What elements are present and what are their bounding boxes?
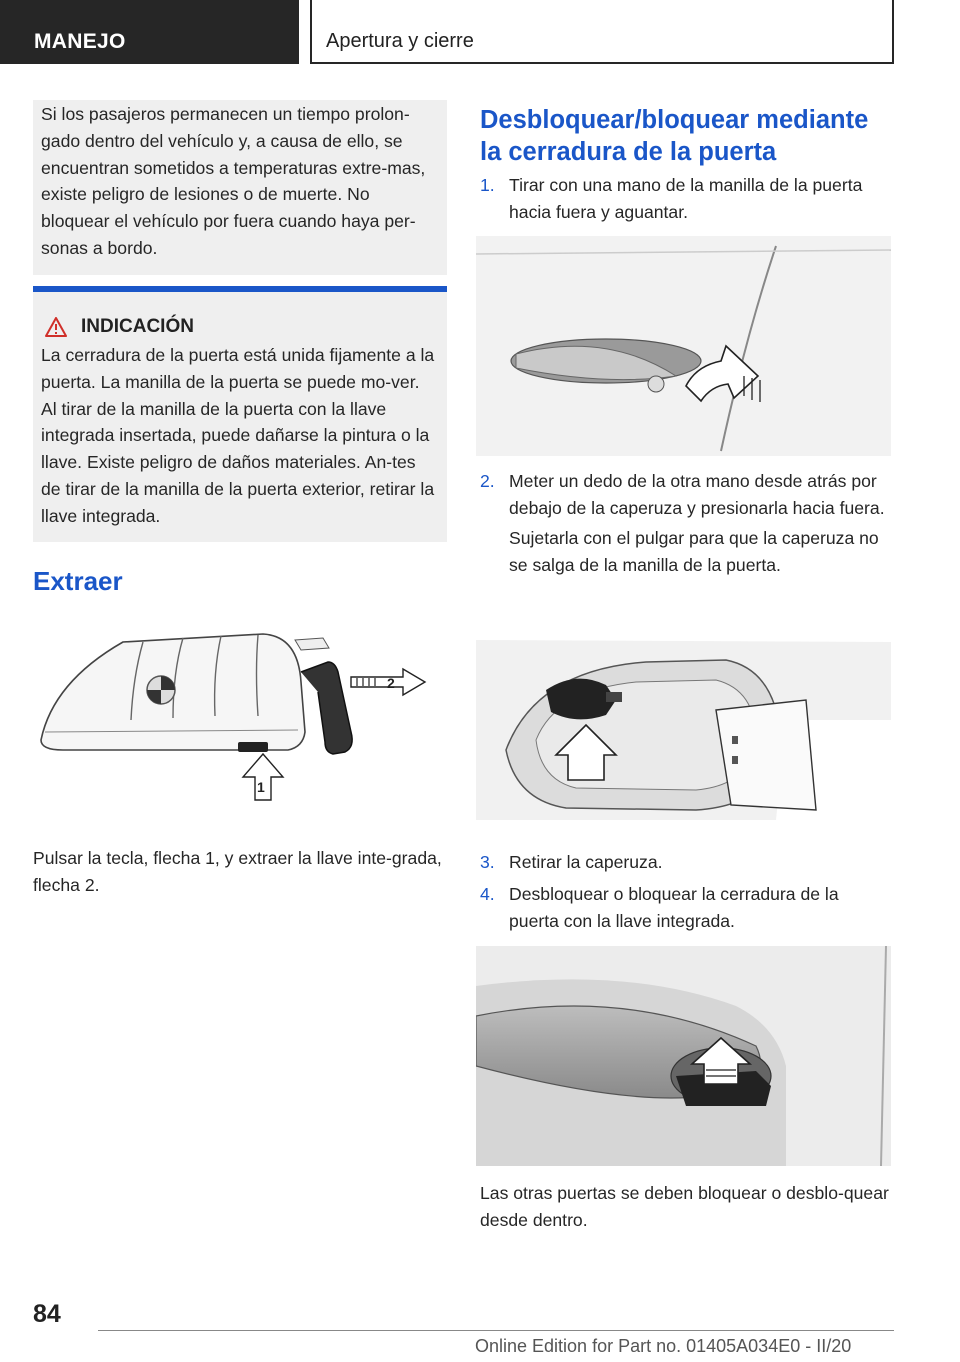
edition-note: Online Edition for Part no. 01405A034E0 - II/20 <box>475 1336 852 1356</box>
warning-text: Si los pasajeros permanecen un tiempo prolon-gado dentro del vehículo y, a causa de ello, se encuentran sometidos a temperaturas extre-mas, existe peligro de lesiones o de muerte. No bloquear el vehículo por fuera cuando haya per-sonas a bordo. <box>41 104 426 258</box>
step-text: Meter un dedo de la otra mano desde atrás por debajo de la caperuza y presionarla hacia fuera. <box>509 471 885 518</box>
key-illustration <box>33 622 447 812</box>
extraer-caption: Pulsar la tecla, flecha 1, y extraer la llave inte-grada, flecha 2. <box>33 848 442 895</box>
step-2 <box>480 468 892 579</box>
key-lock-illustration <box>476 946 891 1166</box>
step-text: Desbloquear o bloquear la cerradura de la puerta con la llave integrada. <box>509 884 839 931</box>
desbloquear-heading <box>480 104 900 168</box>
page-number: 84 <box>33 1300 61 1328</box>
step-4 <box>480 881 892 935</box>
notice-heading <box>45 316 439 338</box>
step-3 <box>480 849 892 876</box>
key-lock-figure <box>476 946 891 1166</box>
chapter-tab <box>310 0 894 64</box>
warning-box <box>33 100 447 275</box>
notice-title: INDICACIÓN <box>81 316 194 337</box>
step-number: 3. <box>480 852 495 872</box>
arrow-label-1: 1 <box>257 779 265 795</box>
notice-text: La cerradura de la puerta está unida fijamente a la puerta. La manilla de la puerta se puede mo-ver. Al tirar de la manilla de la puerta con la llave integrada insertada, puede dañarse la pintura o la llave. Existe peligro de daños materiales. An-tes de tirar de la manilla de la puerta exterior, retirar la llave integrada. <box>41 345 435 526</box>
step-text: Tirar con una mano de la manilla de la puerta hacia fuera y aguantar. <box>509 175 863 222</box>
warning-triangle-icon <box>45 317 67 337</box>
chapter-title: Apertura y cierre <box>326 30 474 52</box>
arrow-label-2: 2 <box>387 675 395 691</box>
door-handle-illustration <box>476 236 891 456</box>
step-number: 1. <box>480 175 495 195</box>
footer-rule <box>98 1330 894 1331</box>
section-tab <box>0 0 299 64</box>
key-extraction-figure <box>33 622 447 812</box>
step-number: 4. <box>480 884 495 904</box>
door-cap-figure <box>476 630 891 825</box>
door-handle-pull-figure <box>476 236 891 456</box>
step-1 <box>480 172 892 226</box>
heading-line-1: Desbloquear/bloquear mediante <box>480 106 869 134</box>
extraer-heading: Extraer <box>33 566 123 596</box>
heading-line-2: la cerradura de la puerta <box>480 138 777 166</box>
step-extra-text: Sujetarla con el pulgar para que la caperuza no se salga de la manilla de la puerta. <box>509 528 879 575</box>
step-text: Retirar la caperuza. <box>509 852 663 872</box>
notice-box <box>33 292 447 542</box>
door-cap-illustration <box>476 630 891 825</box>
closing-text: Las otras puertas se deben bloquear o desblo-quear desde dentro. <box>480 1183 889 1230</box>
step-number: 2. <box>480 471 495 491</box>
section-title: MANEJO <box>34 30 126 53</box>
